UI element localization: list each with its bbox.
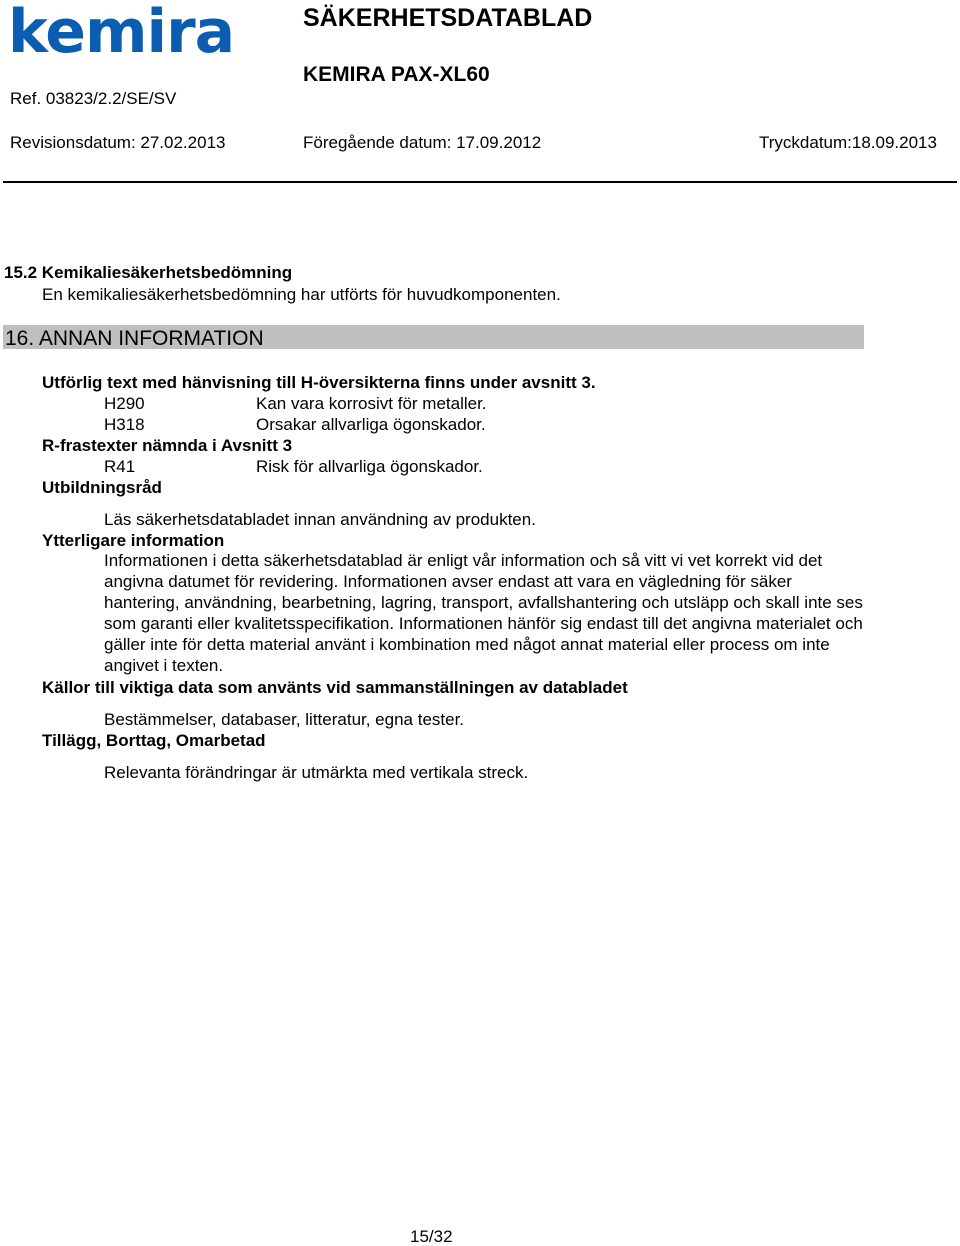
section-16-bar [3,325,864,349]
changes-heading: Tillägg, Borttag, Omarbetad [42,731,266,750]
sources-text: Bestämmelser, databaser, litteratur, egna tester. [104,710,465,729]
header-divider [3,181,957,183]
previous-date: Föregående datum: 17.09.2012 [303,133,542,152]
r-phrase-text: Risk för allvarliga ögonskador. [256,457,483,476]
revision-date: Revisionsdatum: 27.02.2013 [10,133,226,152]
changes-text: Relevanta förändringar är utmärkta med vertikala streck. [104,763,529,782]
r-phrases-intro: R-frastexter nämnda i Avsnitt 3 [42,436,293,455]
training-text: Läs säkerhetsdatabladet innan användning av produkten. [104,510,536,529]
training-heading: Utbildningsråd [42,478,162,497]
section-15-2-text: En kemikaliesäkerhetsbedömning har utförts för huvudkomponenten. [42,285,561,304]
reference-number: Ref. 03823/2.2/SE/SV [10,89,177,108]
sources-heading: Källor till viktiga data som använts vid sammanställningen av databladet [42,678,628,697]
section-15-2-heading: 15.2 Kemikaliesäkerhetsbedömning [4,263,293,282]
h-statements-intro: Utförlig text med hänvisning till H-översikterna finns under avsnitt 3. [42,373,596,392]
kemira-logo: kemira [8,0,235,67]
product-name: KEMIRA PAX-XL60 [303,63,490,86]
further-info-heading: Ytterligare information [42,531,225,550]
h-statement-code: H290 [104,394,145,413]
further-info-text: Informationen i detta säkerhetsdatablad är enligt vår information och så vitt vi vet korrekt vid det angivna datumet för revidering. Informationen avser endast att vara en vägledning för säker hantering, användning, bearbetning, lagring, transport, avfallshantering och utsläpp och skall inte ses som garanti eller kvalitetsspecifikation. Informationen hänför sig endast till det angivna materialet och gäller inte för detta material använt i kombination med något annat material eller process om inte angivet i texten. [104,551,863,675]
h-statement-text: Orsakar allvarliga ögonskador. [256,415,486,434]
document-title: SÄKERHETSDATABLAD [303,4,593,32]
r-phrase-code: R41 [104,457,136,476]
page-number: 15/32 [410,1227,453,1246]
h-statement-code: H318 [104,415,145,434]
section-16-heading: 16. ANNAN INFORMATION [5,327,264,350]
print-date: Tryckdatum:18.09.2013 [759,133,937,152]
h-statement-text: Kan vara korrosivt för metaller. [256,394,487,413]
